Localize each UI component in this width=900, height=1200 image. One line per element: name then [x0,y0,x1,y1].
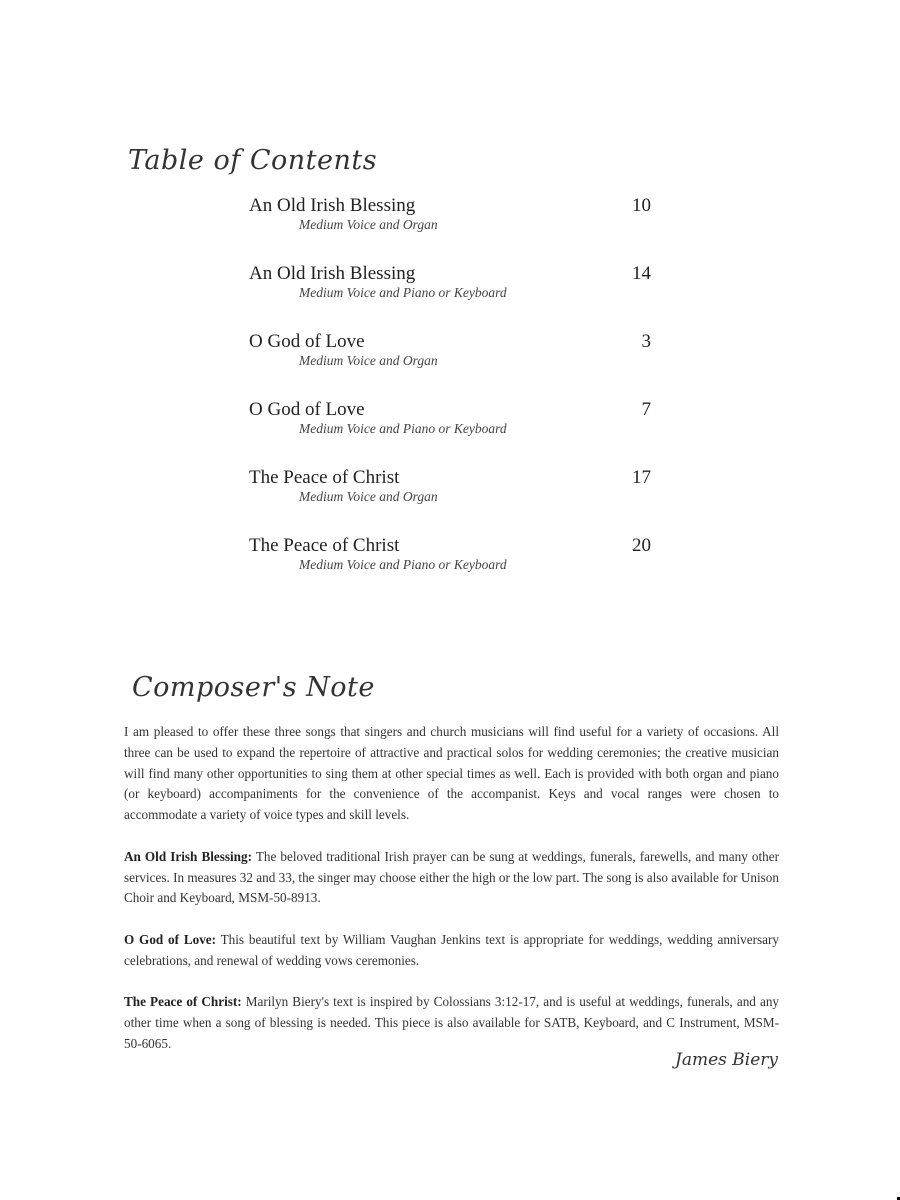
toc-entry-title: An Old Irish Blessing [249,195,416,216]
toc-entry[interactable] [249,399,651,449]
toc-entry[interactable] [249,467,651,517]
toc-entry-page: 10 [632,195,651,216]
toc-entry-title: O God of Love [249,399,365,420]
note-paragraph [124,930,779,972]
toc-entry-page: 14 [632,263,651,284]
toc-entry-subtitle: Medium Voice and Piano or Keyboard [299,285,507,300]
toc-entry-subtitle: Medium Voice and Piano or Keyboard [299,421,507,436]
toc-entry-page: 3 [641,331,651,352]
note-paragraph-text: Marilyn Biery's text is inspired by Colossians 3:12-17, and is useful at weddings, funerals, and any other time when a song of blessing is needed. This piece is also available for SATB, Keyboard, and C Instrument, MSM-50-6065. [124,994,780,1051]
toc-entry-page: 17 [632,467,651,488]
toc-entry[interactable] [249,195,651,245]
composers-note-heading: Composer's Note [132,672,375,703]
toc-entry-subtitle: Medium Voice and Piano or Keyboard [299,557,507,572]
note-paragraph-text: This beautiful text by William Vaughan Jenkins text is appropriate for weddings, wedding anniversary celebrations, and renewal of wedding vows ceremonies. [124,931,779,968]
note-paragraph [124,992,779,1054]
composers-note-body [124,722,779,1076]
toc-entry-subtitle: Medium Voice and Organ [299,489,438,504]
toc-entry-title: An Old Irish Blessing [249,263,416,284]
note-paragraph-label: The Peace of Christ: [124,994,242,1010]
toc-entry[interactable] [249,263,651,313]
toc-entry-subtitle: Medium Voice and Organ [299,217,438,232]
toc-entry-title: O God of Love [249,331,365,352]
toc-heading: Table of Contents [128,145,378,176]
toc-entry[interactable] [249,535,651,585]
note-paragraph-text: The beloved traditional Irish prayer can be sung at weddings, funerals, farewells, and many other services. In measures 32 and 33, the singer may choose either the high or the low part. The song is also available for Unison Choir and Keyboard, MSM-50-8913. [124,848,779,906]
note-paragraph-label: An Old Irish Blessing: [124,848,253,864]
note-intro-paragraph: I am pleased to offer these three songs that singers and church musicians will find useful for a variety of occasions. All three can be used to expand the repertoire of attractive and practical solos for wedding ceremonies; the creative musician will find many other opportunities to sing them at other special times as well. Each is provided with both organ and piano (or keyboard) accompaniments for the convenience of the accompanist. Keys and vocal ranges were chosen to accommodate a variety of voice types and skill levels. [124,724,779,823]
note-paragraph-label: O God of Love: [124,931,217,947]
toc-entry[interactable] [249,331,651,381]
composer-signature: James Biery [675,1050,778,1070]
toc-entry-title: The Peace of Christ [249,535,400,556]
toc-entry-title: The Peace of Christ [249,467,400,488]
toc-entry-subtitle: Medium Voice and Organ [299,353,438,368]
toc-entry-page: 7 [641,399,651,420]
note-paragraph [124,847,779,909]
toc-entry-page: 20 [632,535,651,556]
